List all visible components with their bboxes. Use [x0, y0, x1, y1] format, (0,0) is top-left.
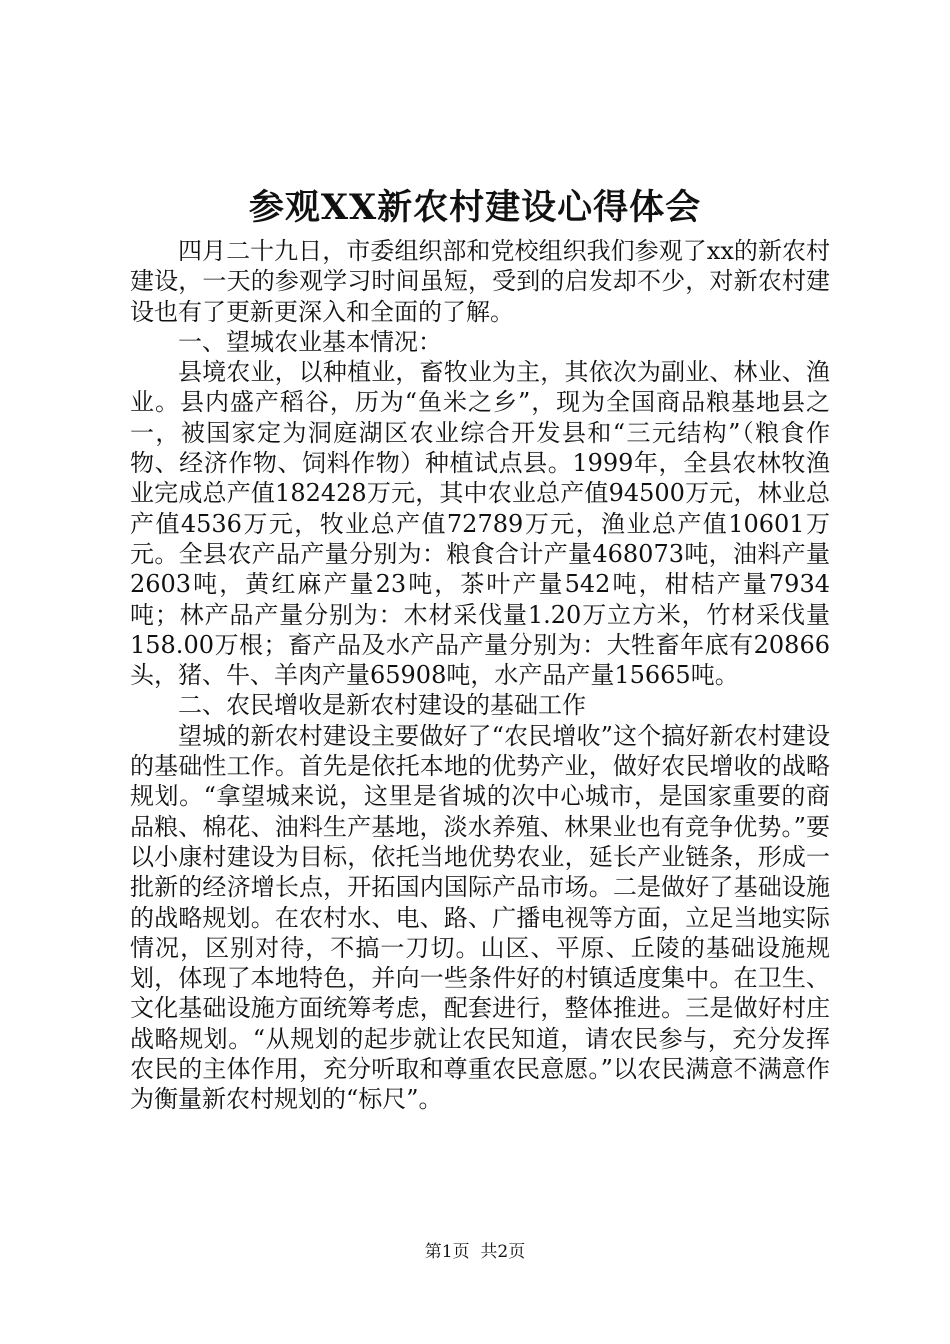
- section-1-paragraph: 县境农业，以种植业，畜牧业为主，其依次为副业、林业、渔业。县内盛产稻谷，历为“鱼米之乡”，现为全国商品粮基地县之一，被国家定为洞庭湖区农业综合开发县和“三元结构”（粮食作物、经济作物、饲料作物）种植试点县。1999年，全县农林牧渔业完成总产值182428万元，其中农业总产值94500万元，林业总产值4536万元，牧业总产值72789万元，渔业总产值10601万元。全县农产品产量分别为：粮食合计产量468073吨，油料产量2603吨，黄红麻产量23吨，茶叶产量542吨，柑桔产量7934吨；林产品产量分别为：木材采伐量1.20万立方米，竹材采伐量158.00万根；畜产品及水产品产量分别为：大牲畜年底有20866头，猪、牛、羊肉产量65908吨，水产品产量15665吨。: [130, 358, 830, 690]
- page-total: 共2页: [480, 1242, 526, 1262]
- intro-paragraph: 四月二十九日，市委组织部和党校组织我们参观了xx的新农村建设，一天的参观学习时间虽短，受到的启发却不少，对新农村建设也有了更新更深入和全面的了解。: [130, 237, 830, 326]
- section-2-paragraph: 望城的新农村建设主要做好了“农民增收”这个搞好新农村建设的基础性工作。首先是依托本地的优势产业，做好农民增收的战略规划。“拿望城来说，这里是省城的次中心城市，是国家重要的商品粮、棉花、油料生产基地，淡水养殖、林果业也有竞争优势。”要以小康村建设为目标，依托当地优势农业，延长产业链条，形成一批新的经济增长点，开拓国内国际产品市场。二是做好了基础设施的战略规划。在农村水、电、路、广播电视等方面，立足当地实际情况，区别对待，不搞一刀切。山区、平原、丘陵的基础设施规划，体现了本地特色，并向一些条件好的村镇适度集中。在卫生、文化基础设施方面统筹考虑，配套进行，整体推进。三是做好村庄战略规划。“从规划的起步就让农民知道，请农民参与，充分发挥农民的主体作用，充分听取和尊重农民意愿。”以农民满意不满意作为衡量新农村规划的“标尺”。: [130, 721, 830, 1114]
- section-heading-1: 一、望城农业基本情况：: [178, 327, 442, 356]
- section-heading-2: 二、农民增收是新农村建设的基础工作: [178, 691, 586, 720]
- document-title: 参观XX新农村建设心得体会: [248, 187, 702, 228]
- page-footer: [0, 1240, 950, 1264]
- document-body: [130, 236, 830, 1115]
- page-number: 第1页: [424, 1242, 470, 1262]
